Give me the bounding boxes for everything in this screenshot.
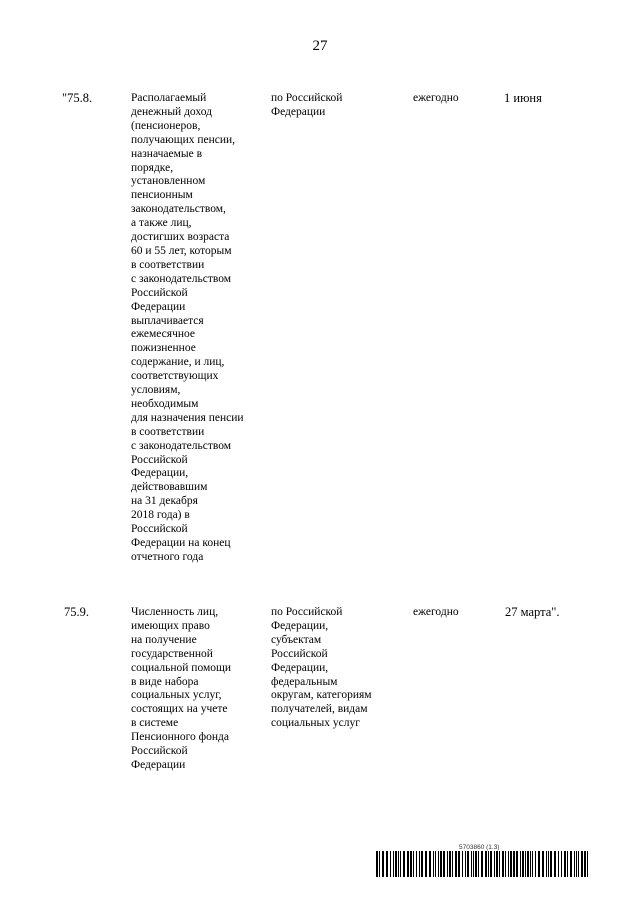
territory-line: Российской xyxy=(271,647,328,660)
row-code: 75.9. xyxy=(64,605,89,619)
row-territory xyxy=(271,92,342,120)
description-line: порядке, xyxy=(131,161,174,174)
description-line: социальных услуг, xyxy=(131,689,222,702)
description-line: отчетного года xyxy=(131,550,204,563)
description-line: Пенсионного фонда xyxy=(131,731,229,744)
row-deadline: 1 июня xyxy=(504,91,542,105)
description-line: на получение xyxy=(131,633,197,646)
description-line: (пенсионеров, xyxy=(131,119,201,132)
description-line: получающих пенсии, xyxy=(131,133,236,146)
description-line: Располагаемый xyxy=(131,92,207,104)
description-line: 2018 года) в xyxy=(131,509,190,522)
description-line: для назначения пенсии xyxy=(131,411,244,424)
description-line: пенсионным xyxy=(131,189,193,202)
description-line: необходимым xyxy=(131,397,199,410)
territory-line: получателей, видам xyxy=(271,703,368,716)
territory-line: федеральным xyxy=(271,675,338,688)
barcode-label: 5703860 (1.3) xyxy=(459,844,500,851)
description-line: пожизненное xyxy=(131,342,196,355)
description-line: ежемесячное xyxy=(131,328,195,341)
description-line: в соответствии xyxy=(131,425,205,438)
territory-line: субъектам xyxy=(271,633,322,646)
description-line: установленном xyxy=(131,175,206,188)
description-line: Федерации, xyxy=(131,467,189,480)
description-line: в виде набора xyxy=(131,675,199,688)
description-line: назначаемые в xyxy=(131,147,203,160)
description-line: а также лиц, xyxy=(131,217,192,230)
description-line: на 31 декабря xyxy=(131,495,198,508)
description-line: социальной помощи xyxy=(131,661,232,674)
territory-line: по Российской xyxy=(271,606,343,618)
description-line: Российской xyxy=(131,453,188,466)
description-line: 60 и 55 лет, которым xyxy=(131,244,232,257)
territory-line: по Российской xyxy=(271,92,343,104)
row-frequency: ежегодно xyxy=(413,92,459,104)
description-line: состоящих на учете xyxy=(131,703,228,716)
description-line: с законодательством xyxy=(131,439,232,452)
description-line: Российской xyxy=(131,523,188,536)
page-number: 27 xyxy=(312,38,328,54)
description-line: выплачивается xyxy=(131,314,204,327)
description-line: условиям, xyxy=(131,384,181,397)
description-line: в системе xyxy=(131,717,179,730)
description-line: Российской xyxy=(131,745,188,758)
description-line: Российской xyxy=(131,286,188,299)
row-description xyxy=(131,606,231,773)
description-line: Федерации на конец xyxy=(131,537,231,549)
description-line: Численность лиц, xyxy=(131,606,219,618)
description-line: действовавшим xyxy=(131,481,208,494)
row-description xyxy=(131,92,244,565)
description-line: государственной xyxy=(131,647,213,660)
description-line: законодательством, xyxy=(131,203,226,216)
description-line: достигших возраста xyxy=(131,231,230,244)
description-line: Федерации xyxy=(131,300,186,313)
row-territory xyxy=(271,606,372,731)
description-line: с законодательством xyxy=(131,272,232,285)
territory-line: Федерации, xyxy=(271,661,329,674)
description-line: содержание, и лиц, xyxy=(131,356,225,369)
description-line: Федерации xyxy=(131,758,186,771)
row-frequency: ежегодно xyxy=(413,606,459,618)
row-code: "75.8. xyxy=(62,91,93,105)
territory-line: Федерации xyxy=(271,105,326,118)
description-line: денежный доход xyxy=(131,105,212,118)
row-deadline: 27 марта". xyxy=(505,605,560,619)
description-line: имеющих право xyxy=(131,619,210,632)
description-line: в соответствии xyxy=(131,258,205,271)
territory-line: Федерации, xyxy=(271,619,329,632)
territory-line: социальных услуг xyxy=(271,717,360,730)
barcode-image xyxy=(376,851,588,877)
territory-line: округам, категориям xyxy=(271,689,372,702)
description-line: соответствующих xyxy=(131,370,219,383)
